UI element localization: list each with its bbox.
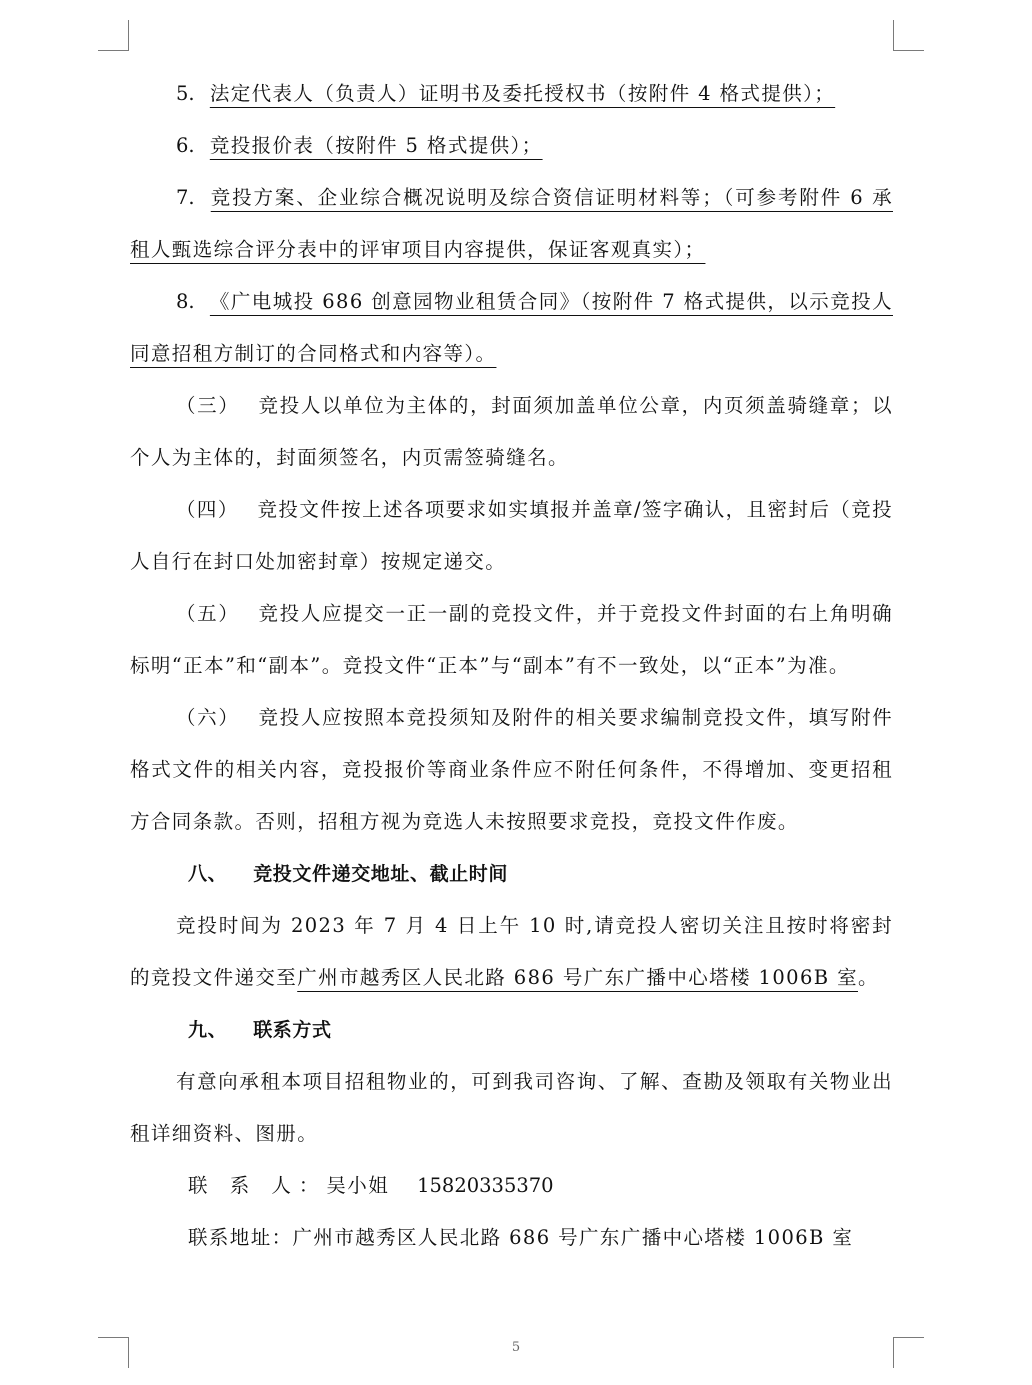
section-number: 九、 (188, 1019, 228, 1041)
paragraph-label: （五） (176, 602, 240, 625)
list-item-number: 5. (176, 82, 195, 105)
list-item-7 (130, 172, 893, 276)
submission-address: 广州市越秀区人民北路 686 号广东广播中心塔楼 1006B 室 (297, 966, 858, 989)
section-number: 八、 (188, 863, 228, 885)
paragraph-label: （六） (176, 706, 240, 729)
paragraph-5 (130, 588, 893, 692)
contact-intro: 有意向承租本项目招租物业的，可到我司咨询、了解、查勘及领取有关物业出租详细资料、图册。 (130, 1070, 893, 1145)
crop-mark-top-right (893, 20, 924, 51)
paragraph-3 (130, 380, 893, 484)
paragraph-text: 竞投人以单位为主体的，封面须加盖单位公章，内页须盖骑缝章；以个人为主体的，封面须签名，内页需签骑缝名。 (130, 394, 893, 469)
contact-phone: 15820335370 (417, 1174, 554, 1197)
list-item-number: 6. (176, 134, 195, 157)
page-number: 5 (511, 1340, 521, 1355)
contact-address: 广州市越秀区人民北路 686 号广东广播中心塔楼 1006B 室 (292, 1226, 854, 1249)
list-item-number: 8. (176, 290, 195, 313)
submission-text: 竞投时间为 2023 年 7 月 4 日上午 10 时,请竞投人密切关注且按时将密封的竞投文件递交至 (130, 914, 893, 989)
paragraph-text: 竞投文件按上述各项要求如实填报并盖章/签字确认，且密封后（竞投人自行在封口处加密封章）按规定递交。 (130, 498, 893, 573)
list-item-6 (130, 120, 893, 172)
list-item-text: 竞投报价表（按附件 5 格式提供）； (209, 134, 543, 157)
contact-person-label: 联 系 人： (188, 1174, 327, 1197)
list-item-text: 竞投方案、企业综合概况说明及综合资信证明材料等；（可参考附件 6 承租人甄选综合评分表中的评审项目内容提供，保证客观真实）； (130, 186, 893, 261)
document-body (130, 68, 893, 1264)
contact-address-label: 联系地址： (188, 1226, 293, 1249)
submission-text-end: 。 (857, 966, 879, 989)
paragraph-4 (130, 484, 893, 588)
paragraph-label: （三） (176, 394, 240, 417)
paragraph-6 (130, 692, 893, 848)
section-title: 联系方式 (253, 1019, 332, 1041)
list-item-text: 法定代表人（负责人）证明书及委托授权书（按附件 4 格式提供）； (209, 82, 836, 105)
list-item-5 (130, 68, 893, 120)
section-8-heading (130, 848, 893, 900)
section-title: 竞投文件递交地址、截止时间 (253, 863, 509, 885)
list-item-8 (130, 276, 893, 380)
section-8-text (130, 900, 893, 1004)
paragraph-label: （四） (176, 498, 239, 521)
list-item-number: 7. (176, 186, 195, 209)
paragraph-text: 竞投人应提交一正一副的竞投文件，并于竞投文件封面的右上角明确标明“正本”和“副本”。竞投文件“正本”与“副本”有不一致处，以“正本”为准。 (130, 602, 893, 677)
section-9-text (130, 1056, 893, 1160)
contact-address-line (130, 1212, 893, 1264)
contact-name: 吴小姐 (326, 1174, 390, 1197)
list-item-text: 《广电城投 686 创意园物业租赁合同》（按附件 7 格式提供，以示竞投人同意招租方制订的合同格式和内容等）。 (130, 290, 893, 365)
paragraph-text: 竞投人应按照本竞投须知及附件的相关要求编制竞投文件，填写附件格式文件的相关内容，竞投报价等商业条件应不附任何条件，不得增加、变更招租方合同条款。否则，招租方视为竞选人未按照要求竞投，竞投文件作废。 (130, 706, 893, 833)
section-9-heading (130, 1004, 893, 1056)
contact-person-line (130, 1160, 893, 1212)
crop-mark-top-left (98, 20, 129, 51)
